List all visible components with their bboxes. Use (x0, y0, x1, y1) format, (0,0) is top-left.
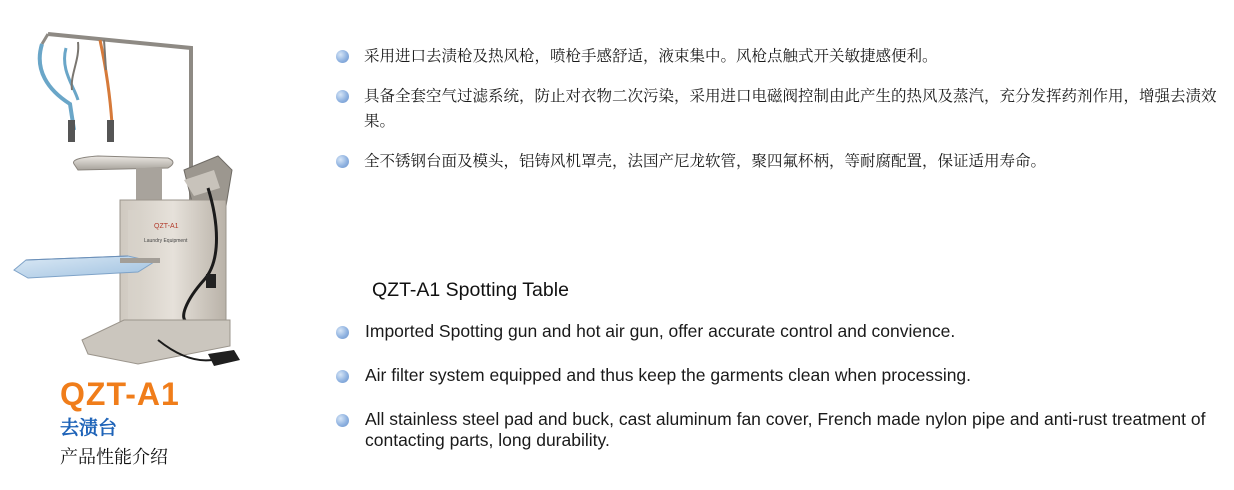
bullet-icon (336, 326, 349, 339)
model-code: QZT-A1 (60, 376, 180, 412)
spotting-table-machine-image (8, 20, 248, 380)
feature-text: 采用进口去渍枪及热风枪，喷枪手感舒适，液束集中。风枪点触式开关敏捷感便利。 (364, 47, 938, 65)
feature-list-en (336, 321, 1206, 474)
bullet-icon (336, 90, 349, 103)
feature-text: Imported Spotting gun and hot air gun, offer accurate control and convience. (365, 321, 956, 341)
feature-text: All stainless steel pad and buck, cast aluminum fan cover, French made nylon pipe and anti-rust treatment of contacting parts, long durability. (365, 409, 1206, 450)
list-item (336, 84, 1226, 134)
product-intro-heading-cn: 产品性能介绍 (60, 447, 168, 468)
bullet-icon (336, 370, 349, 383)
bullet-icon (336, 155, 349, 168)
bullet-icon (336, 414, 349, 427)
list-item (336, 321, 1206, 342)
list-item (336, 409, 1206, 451)
list-item (336, 44, 1226, 69)
feature-text: 全不锈钢台面及模头，铝铸风机罩壳，法国产尼龙软管，聚四氟杯柄，等耐腐配置，保证适用寿命。 (364, 152, 1047, 170)
product-name-cn: 去渍台 (60, 417, 118, 439)
bullet-icon (336, 50, 349, 63)
section-title-en: QZT-A1 Spotting Table (372, 279, 569, 301)
list-item (336, 149, 1226, 174)
feature-text: 具备全套空气过滤系统，防止对衣物二次污染，采用进口电磁阀控制由此产生的热风及蒸汽，充分发挥药剂作用，增强去渍效果。 (364, 87, 1217, 130)
feature-text: Air filter system equipped and thus keep the garments clean when processing. (365, 365, 972, 385)
nameplate-model: QZT-A1 (154, 223, 179, 230)
nameplate-subtitle: Laundry Equipment (144, 238, 188, 244)
list-item (336, 365, 1206, 386)
feature-list-cn (336, 44, 1226, 189)
